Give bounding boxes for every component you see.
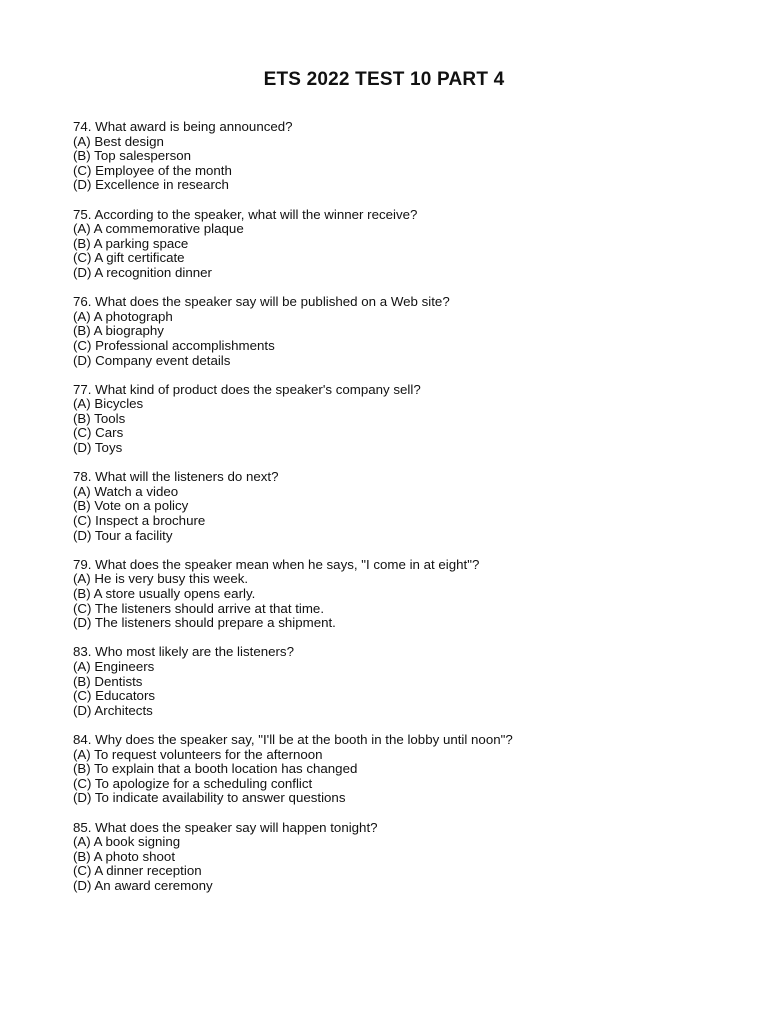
answer-option-b: (B) Vote on a policy: [73, 498, 189, 514]
answer-option-c: (C) Inspect a brochure: [73, 513, 206, 529]
answer-option-d: (D) Toys: [73, 440, 123, 456]
question-74: [73, 120, 733, 193]
answer-option-c: (C) The listeners should arrive at that time.: [73, 600, 325, 616]
question-prompt: 74. What award is being announced?: [73, 119, 293, 134]
question-prompt: 75. According to the speaker, what will the winner receive?: [73, 206, 418, 222]
answer-option-d: (D) To indicate availability to answer questions: [73, 790, 346, 806]
answer-option-a: (A) Bicycles: [73, 396, 144, 412]
question-77: [73, 383, 733, 456]
answer-option-c: (C) Cars: [73, 425, 124, 441]
question-76: [73, 295, 733, 368]
question-78: [73, 470, 733, 543]
question-prompt: 76. What does the speaker say will be published on a Web site?: [73, 294, 450, 310]
answer-option-b: (B) Top salesperson: [73, 148, 192, 164]
answer-option-a: (A) A commemorative plaque: [73, 221, 244, 237]
answer-option-a: (A) Best design: [73, 133, 164, 149]
question-prompt: 77. What kind of product does the speaker's company sell?: [73, 381, 421, 397]
question-85: [73, 821, 733, 894]
answer-option-b: (B) A store usually opens early.: [73, 586, 256, 601]
question-84: [73, 733, 733, 806]
answer-option-a: (A) He is very busy this week.: [73, 571, 249, 587]
answer-option-d: (D) A recognition dinner: [73, 264, 212, 280]
answer-option-d: (D) Company event details: [73, 352, 231, 368]
answer-option-d: (D) Architects: [73, 702, 153, 718]
answer-option-d: (D) An award ceremony: [73, 877, 213, 893]
answer-option-b: (B) A parking space: [73, 235, 189, 251]
answer-option-c: (C) Professional accomplishments: [73, 337, 275, 353]
question-83: [73, 645, 733, 718]
answer-option-c: (C) Educators: [73, 688, 156, 704]
answer-option-b: (B) A photo shoot: [73, 848, 176, 864]
answer-option-a: (A) A book signing: [73, 834, 181, 850]
question-75: [73, 208, 733, 281]
question-prompt: 84. Why does the speaker say, "I'll be at the booth in the lobby until noon"?: [73, 731, 513, 747]
answer-option-c: (C) To apologize for a scheduling conflict: [73, 775, 313, 791]
answer-option-c: (C) A dinner reception: [73, 863, 202, 879]
answer-option-b: (B) Tools: [73, 410, 126, 426]
answer-option-a: (A) A photograph: [73, 308, 173, 324]
question-79: [73, 558, 733, 631]
page-title: ETS 2022 TEST 10 PART 4: [263, 69, 505, 90]
answer-option-d: (D) Tour a facility: [73, 527, 173, 543]
question-prompt: 83. Who most likely are the listeners?: [73, 644, 294, 660]
question-prompt: 85. What does the speaker say will happen tonight?: [73, 819, 378, 835]
answer-option-a: (A) To request volunteers for the afternoon: [73, 746, 323, 762]
question-list: [73, 120, 733, 908]
answer-option-b: (B) A biography: [73, 323, 164, 339]
answer-option-c: (C) Employee of the month: [73, 162, 232, 178]
question-prompt: 78. What will the listeners do next?: [73, 469, 279, 485]
answer-option-d: (D) Excellence in research: [73, 177, 229, 193]
answer-option-c: (C) A gift certificate: [73, 250, 185, 266]
answer-option-a: (A) Watch a video: [73, 483, 179, 499]
question-prompt: 79. What does the speaker mean when he says, "I come in at eight"?: [73, 556, 480, 572]
answer-option-b: (B) To explain that a booth location has changed: [73, 761, 358, 777]
answer-option-d: (D) The listeners should prepare a shipment.: [73, 615, 336, 631]
answer-option-b: (B) Dentists: [73, 673, 143, 689]
answer-option-a: (A) Engineers: [73, 658, 155, 674]
